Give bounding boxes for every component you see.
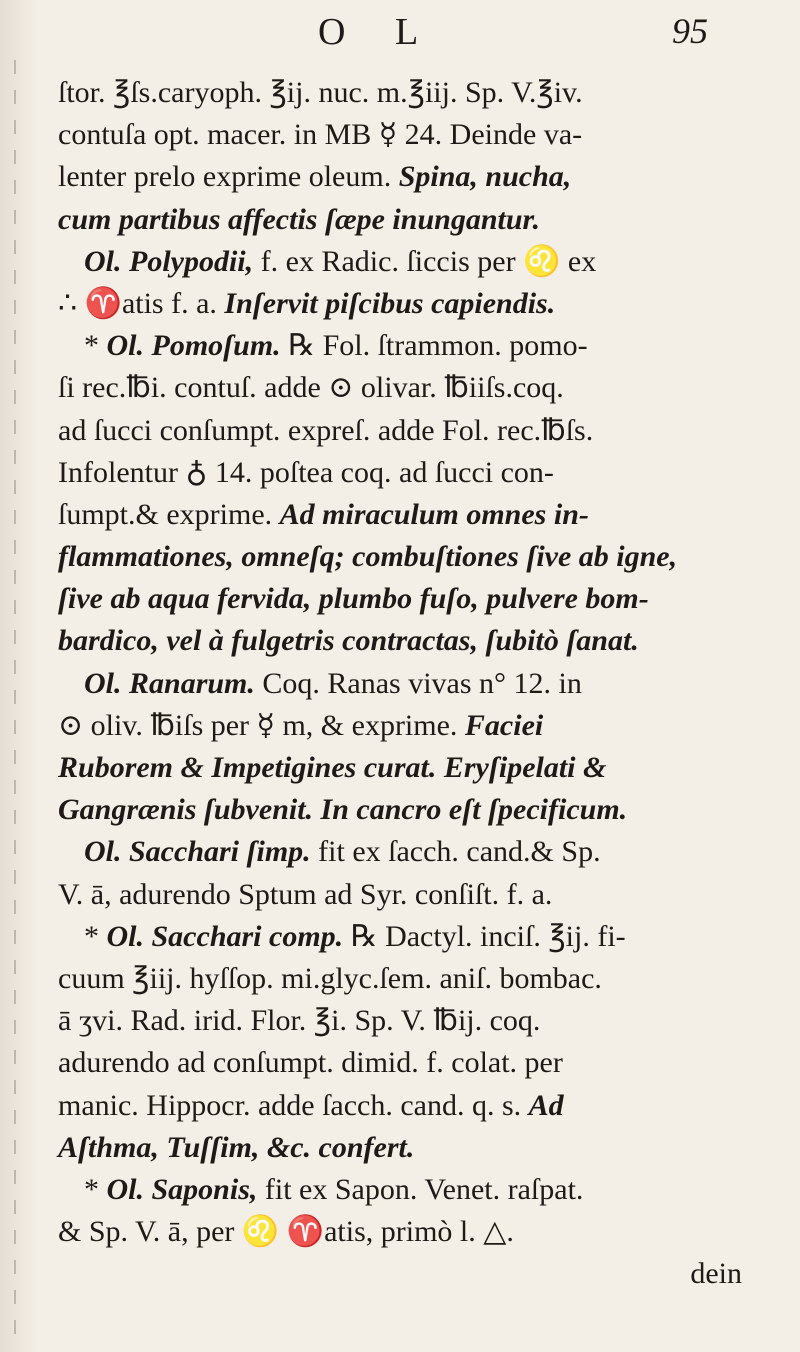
text-segment: ad ſucci conſumpt. expreſ. adde Fol. rec.℔ſs. [58,413,594,447]
text-line [58,747,778,789]
italic-segment: Ol. Pomoſum. [106,329,281,363]
text-line [58,1127,778,1169]
text-line [58,156,778,198]
text-segment: ℞ Fol. ſtrammon. pomo- [280,329,588,363]
italic-segment: Ol. Saponis, [106,1172,258,1206]
text-line [58,831,778,873]
text-segment: f. ex Radic. ſiccis per ♌ ex [253,244,597,278]
italic-segment: Inſervit piſcibus capiendis. [224,286,556,320]
text-line [58,620,778,662]
margin-rule [14,60,16,1350]
text-line [58,72,778,114]
text-segment: * [84,329,107,363]
text-line [58,241,778,283]
italic-segment: Ruborem & Impetigines curat. Eryſipelati & [58,751,607,784]
text-line [58,283,778,325]
text-segment: fit ex ſacch. cand.& Sp. [310,835,601,869]
text-line [58,114,778,156]
text-line [58,494,778,536]
text-segment: & Sp. V. ā, per ♌ ♈atis, primò l. △. [58,1215,514,1249]
text-segment: ſtor. ℥ſs.caryoph. ℥ij. nuc. m.℥iij. Sp. V.℥iv. [58,76,583,109]
text-segment: ſi rec.℔i. contuſ. adde ⊙ olivar. ℔iiſs.coq. [58,371,564,405]
text-line [58,199,778,241]
italic-segment: bardico, vel à fulgetris contractas, ſubitò ſanat. [58,624,639,658]
running-title: O L [318,11,439,53]
italic-segment: Ol. Sacchari ſimp. [84,835,311,869]
text-segment: lenter prelo exprime oleum. [58,160,399,194]
italic-segment: ſive ab aqua fervida, plumbo fuſo, pulvere bom- [58,582,649,616]
text-line [58,325,778,367]
italic-segment: flammationes, omneſq; combuſtiones ſive ab igne, [58,540,678,574]
italic-segment: Ad [528,1088,564,1122]
text-line [58,1169,778,1211]
text-line [58,1000,778,1042]
text-line [58,452,778,494]
text-segment: * [84,919,107,953]
page-number: 95 [672,11,708,51]
text-line [58,1211,778,1253]
text-line [58,367,778,409]
text-line [58,536,778,578]
italic-segment: Faciei [464,708,544,742]
text-segment: manic. Hippocr. adde ſacch. cand. q. s. [58,1088,529,1122]
text-line [58,789,778,831]
italic-segment: Ad miraculum omnes in- [279,497,589,531]
text-segment: ſumpt.& exprime. [58,497,280,531]
text-line [58,874,778,916]
text-line [58,410,778,452]
italic-segment: Ol. Polypodii, [84,244,254,278]
text-segment: ā ʒvi. Rad. irid. Flor. ℥i. Sp. V. ℔ij. coq. [58,1004,541,1038]
italic-segment: Spina, nucha, [398,160,572,194]
text-segment: ℞ Dactyl. inciſ. ℥ij. fi- [343,919,626,953]
page-gutter [0,0,38,1352]
italic-segment: Gangrænis ſubvenit. In cancro eſt ſpecificum. [58,793,628,827]
italic-segment: Ol. Ranarum. [84,666,255,700]
text-segment: ∴ ♈atis f. a. [58,286,225,320]
text-segment: V. ā, adurendo Sptum ad Syr. conſiſt. f. a. [58,877,553,911]
text-line [58,958,778,1000]
text-line [58,663,778,705]
body-text [58,72,778,1295]
text-line [58,705,778,747]
text-segment: Coq. Ranas vivas n° 12. in [254,666,582,700]
text-segment: Infolentur ♁ 14. poſtea coq. ad ſucci con- [58,455,554,489]
page-header [0,8,800,56]
text-line [58,1085,778,1127]
text-line [58,916,778,958]
text-segment: ⊙ oliv. ℔iſs per ☿ m, & exprime. [58,708,465,742]
text-segment: adurendo ad conſumpt. dimid. f. colat. per [58,1046,563,1080]
italic-segment: Aſthma, Tuſſim, &c. confert. [58,1130,415,1164]
text-line [58,1042,778,1084]
italic-segment: cum partibus affectis ſæpe inungantur. [58,202,541,236]
italic-segment: Ol. Sacchari comp. [106,919,344,953]
text-segment: fit ex Sapon. Venet. raſpat. [257,1172,584,1206]
catchword: dein [690,1257,742,1291]
text-segment: * [84,1172,107,1206]
text-segment: cuum ℥iij. hyſſop. mi.glyc.ſem. aniſ. bombac. [58,961,602,995]
text-line [58,578,778,620]
text-segment: contuſa opt. macer. in MB ☿ 24. Deinde va- [58,118,583,152]
